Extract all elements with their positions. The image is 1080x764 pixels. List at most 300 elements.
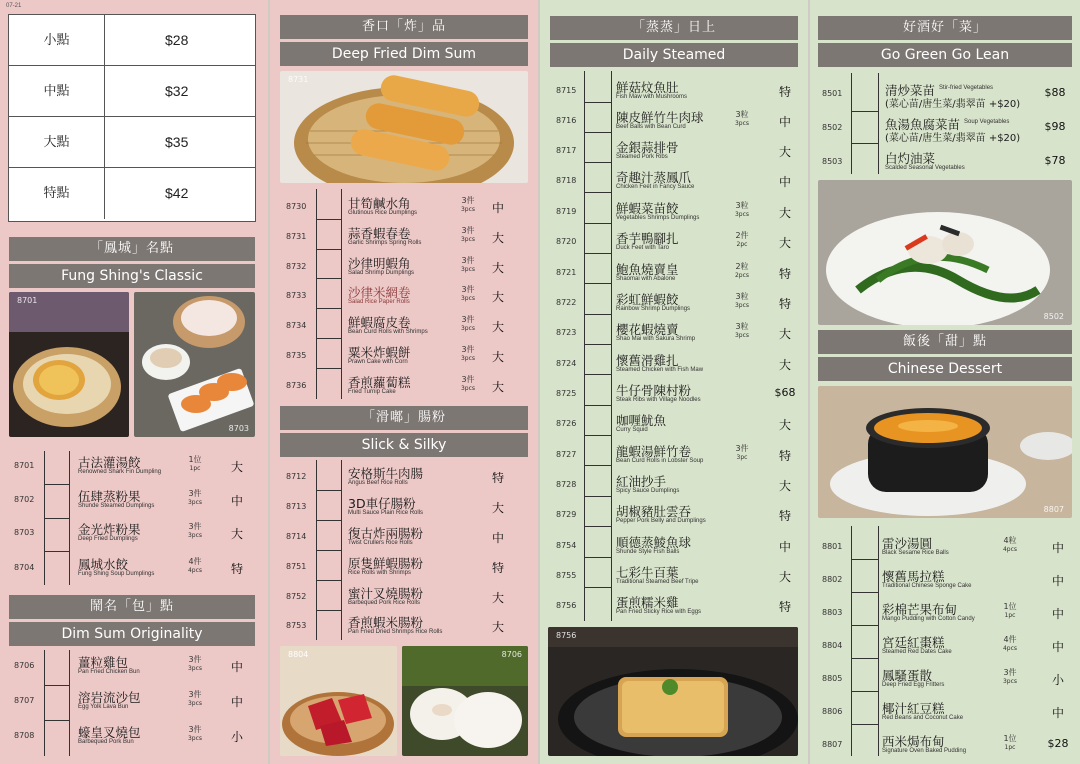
item-name-zh: 魚湯魚腐菜苗 [885, 117, 961, 132]
item-qty-zh: 3件 [461, 315, 475, 324]
item-code: 8728 [556, 480, 577, 489]
item-qty [183, 455, 207, 473]
bamboo-steamer-photo [9, 292, 129, 437]
item-qty-en: 3pcs [187, 665, 203, 672]
item-name-zh: 蠔皇叉燒包 [78, 725, 141, 740]
item-size: 大 [778, 206, 791, 220]
item-name-en: Pan Fried Chicken Bun [78, 669, 140, 675]
item-qty-zh: 3件 [461, 256, 475, 265]
item-name-zh: 彩棉芒果布甸 [882, 602, 958, 617]
item-name-zh: 奇趣汁蒸鳳爪 [616, 170, 692, 185]
menu-item [556, 259, 801, 289]
section-title-en: Dim Sum Originality [9, 622, 255, 646]
item-code: 8707 [14, 696, 35, 705]
item-qty-en: 3pcs [460, 236, 476, 243]
section-title-zh: 「鳳城」名點 [9, 237, 255, 261]
item-code: 8804 [822, 641, 843, 650]
item-qty-zh: 3件 [461, 345, 475, 354]
item-qty-zh: 4粒 [1003, 536, 1017, 545]
price-value: $35 [165, 134, 189, 150]
item-name-en: Prawn Cake with Corn [348, 359, 408, 365]
item-name-zh: 香煎蘿蔔糕 [348, 375, 411, 390]
item-name-en: Scalded Seasonal Vegetables [885, 165, 965, 171]
item-size: 中 [778, 115, 791, 129]
item-size: 中 [1051, 541, 1064, 555]
item-name-en: Shunde Steamed Dumplings [78, 503, 155, 509]
item-name-zh: 蒜香蝦春卷 [348, 226, 411, 241]
item-name-zh: 粟米炸蝦餅 [348, 345, 411, 360]
item-qty-en: 3pc [736, 454, 748, 461]
food-photo [548, 627, 798, 756]
item-name-en: Egg Yolk Lava Bun [78, 704, 129, 710]
item-qty-zh: 3件 [461, 285, 475, 294]
item-size: 大 [778, 327, 791, 341]
item-size: 中 [778, 540, 791, 554]
item-code: 8733 [286, 291, 307, 300]
item-name-zh: 彩虹鮮蝦餃 [616, 292, 679, 307]
item-name-zh: 紅油抄手 [616, 474, 667, 489]
menu-item [556, 592, 801, 622]
menu-item [822, 632, 1072, 662]
item-qty [456, 285, 480, 303]
item-name-en: Renowned Shark Fin Dumpling [78, 469, 162, 475]
item-qty-zh: 3件 [188, 489, 202, 498]
item-size: 特 [491, 561, 504, 575]
item-name-zh: 咖喱魷魚 [616, 413, 667, 428]
menu-item [822, 599, 1072, 629]
item-qty [183, 655, 207, 673]
section-title-en: Chinese Dessert [818, 357, 1072, 381]
item-name-en: Barbequed Pork Rice Rolls [348, 600, 421, 606]
item-qty [456, 375, 480, 393]
item-name-zh: 鮑魚燒賣皇 [616, 262, 679, 277]
item-size: 小 [1051, 673, 1064, 687]
item-size: 中 [230, 660, 243, 674]
item-qty [183, 690, 207, 708]
item-size: 大 [491, 501, 504, 515]
food-photo [280, 646, 397, 756]
item-name-en: Shao Mai with Sakura Shrimp [616, 336, 696, 342]
item-name-zh: 七彩牛百葉 [616, 565, 679, 580]
item-name-en: Fung Shing Soup Dumplings [78, 571, 155, 577]
item-name-zh: 伍肆蒸粉果 [78, 489, 141, 504]
price-label: 大點 [9, 117, 105, 167]
item-name-en: Curry Squid [616, 427, 648, 433]
item-name-zh: 蜜汁叉燒腸粉 [348, 586, 424, 601]
item-qty-en: 3pcs [460, 325, 476, 332]
item-name-en: Angus Beef Rice Rolls [348, 480, 408, 486]
item-name-zh: 薑粒雞包 [78, 655, 129, 670]
menu-item [822, 731, 1072, 761]
item-code: 8806 [822, 707, 843, 716]
item-price: $98 [1044, 120, 1066, 133]
menu-item [14, 519, 259, 549]
item-name-zh: 白灼油菜 [885, 151, 936, 166]
red-dates-cake-photo [280, 646, 397, 756]
item-name-en: Soup Vegetables [964, 119, 1010, 125]
item-qty-en: 3pcs [187, 532, 203, 539]
item-name-zh: 宮廷紅棗糕 [882, 635, 945, 650]
section-title-en: Go Green Go Lean [818, 43, 1072, 67]
item-size: 中 [230, 695, 243, 709]
price-row [9, 66, 255, 117]
item-qty-zh: 2粒 [735, 262, 749, 271]
menu-item [822, 148, 1072, 178]
item-size: 大 [491, 261, 504, 275]
item-name-zh: 沙律米網卷 [348, 285, 411, 300]
item-price: $78 [1044, 154, 1066, 167]
item-qty-en: 3pcs [460, 295, 476, 302]
photo-code: 8502 [1043, 312, 1064, 321]
item-qty-zh: 3件 [188, 522, 202, 531]
item-qty [456, 226, 480, 244]
item-name-zh: 雷沙湯圓 [882, 536, 933, 551]
item-size: 中 [230, 494, 243, 508]
item-qty [730, 292, 754, 310]
item-name-en: Pan Fried Sticky Rice with Eggs [616, 609, 702, 615]
item-code: 8729 [556, 510, 577, 519]
item-code: 8803 [822, 608, 843, 617]
item-name-en: Spicy Sauce Dumplings [616, 488, 680, 494]
menu-item [822, 566, 1072, 596]
item-code: 8726 [556, 419, 577, 428]
menu-item [556, 289, 801, 319]
item-qty-en: 2pcs [734, 272, 750, 279]
menu-item [822, 533, 1072, 563]
food-photo [402, 646, 528, 756]
item-code: 8706 [14, 661, 35, 670]
item-name-en: Salad Shrimp Dumplings [348, 270, 415, 276]
section-title-en: Fung Shing's Classic [9, 264, 255, 288]
item-qty [456, 345, 480, 363]
item-size: 特 [778, 449, 791, 463]
menu-item [286, 193, 531, 223]
item-name-zh: 懷舊滑雞扎 [616, 353, 679, 368]
menu-item [14, 722, 259, 752]
item-name-zh: 沙律明蝦角 [348, 256, 411, 271]
item-name-zh: 甘筍鹹水角 [348, 196, 411, 211]
item-qty [730, 322, 754, 340]
item-name-zh: 鮮蝦菜苗餃 [616, 201, 679, 216]
item-name-zh: 金銀蒜排骨 [616, 140, 679, 155]
menu-item [556, 350, 801, 380]
item-size: 特 [778, 509, 791, 523]
item-size: 大 [491, 380, 504, 394]
item-qty-en: 3pcs [460, 355, 476, 362]
item-qty-zh: 3粒 [735, 322, 749, 331]
item-name-en: Traditional Chinese Sponge Cake [882, 583, 972, 589]
item-code: 8724 [556, 359, 577, 368]
item-name-en: Pepper Pork Belly and Dumplings [616, 518, 706, 524]
item-code: 8503 [822, 157, 843, 166]
photo-code: 8703 [228, 424, 249, 433]
item-name-en: Steak Ribs with Village Noodles [616, 397, 701, 403]
item-qty-zh: 1位 [188, 455, 202, 464]
item-name-en: Stir-fried Vegetables [939, 85, 994, 91]
item-size: 大 [491, 231, 504, 245]
item-code: 8722 [556, 298, 577, 307]
item-qty-en: 4pcs [187, 567, 203, 574]
item-qty-en: 3pcs [460, 266, 476, 273]
item-name-en: Signature Oven Baked Pudding [882, 748, 967, 754]
item-code: 8701 [14, 461, 35, 470]
price-table [8, 14, 256, 222]
item-size: 大 [230, 460, 243, 474]
item-name-en: Pan Fried Dried Shrimps Rice Rolls [348, 629, 443, 635]
item-name-zh: 清炒菜苗 [885, 83, 936, 98]
photo-code: 8756 [556, 631, 577, 640]
item-code: 8712 [286, 472, 307, 481]
price-value: $32 [165, 83, 189, 99]
item-qty [183, 725, 207, 743]
item-size: 特 [778, 297, 791, 311]
item-name-en: Black Sesame Rice Balls [882, 550, 949, 556]
item-qty-en: 3pcs [460, 206, 476, 213]
item-size: 特 [778, 267, 791, 281]
item-qty-zh: 3件 [461, 196, 475, 205]
item-size: 大 [778, 358, 791, 372]
menu-item [556, 562, 801, 592]
item-code: 8720 [556, 237, 577, 246]
item-qty [183, 557, 207, 575]
item-size: 大 [491, 320, 504, 334]
item-code: 8735 [286, 351, 307, 360]
menu-item [14, 554, 259, 584]
menu-item [14, 486, 259, 516]
menu-item [286, 583, 531, 613]
item-name-zh: 鳳城水餃 [78, 557, 129, 572]
section-title-zh: 飯後「甜」點 [818, 330, 1072, 354]
item-size: 中 [491, 531, 504, 545]
item-name-zh: 順德蒸鯪魚球 [616, 535, 692, 550]
item-name-zh: 櫻花蝦燒賣 [616, 322, 679, 337]
menu-item [556, 167, 801, 197]
menu-item [14, 652, 259, 682]
menu-item [556, 441, 801, 471]
price-value: $42 [165, 185, 189, 201]
item-qty [998, 635, 1022, 653]
item-code: 8752 [286, 592, 307, 601]
item-qty-en: 3pcs [734, 120, 750, 127]
item-qty-zh: 3件 [461, 226, 475, 235]
item-qty-en: 4pcs [1002, 645, 1018, 652]
item-qty [456, 196, 480, 214]
item-qty [998, 734, 1022, 752]
item-name-en: Multi Sauce Plain Rice Rolls [348, 510, 424, 516]
item-name-en: Bean Curd Rolls in Lobster Soup [616, 458, 704, 464]
menu-item [822, 665, 1072, 695]
item-name-zh: 懷舊馬拉糕 [882, 569, 945, 584]
price-label: 小點 [9, 15, 105, 65]
item-qty [730, 444, 754, 462]
section-title-zh: 鬧名「包」點 [9, 595, 255, 619]
item-size: 大 [491, 350, 504, 364]
item-code: 8719 [556, 207, 577, 216]
item-size: 中 [1051, 607, 1064, 621]
item-code: 8734 [286, 321, 307, 330]
item-qty [998, 602, 1022, 620]
item-qty-zh: 4件 [188, 557, 202, 566]
item-code: 8704 [14, 563, 35, 572]
item-code: 8805 [822, 674, 843, 683]
menu-item [556, 137, 801, 167]
item-size: 大 [491, 290, 504, 304]
item-qty-en: 4pcs [1002, 546, 1018, 553]
item-qty-en: 3pcs [734, 302, 750, 309]
item-name-zh: 龍蝦湯鮮竹卷 [616, 444, 692, 459]
menu-item [556, 228, 801, 258]
menu-item [556, 77, 801, 107]
menu-item [556, 107, 801, 137]
item-qty [456, 315, 480, 333]
menu-item [556, 198, 801, 228]
item-name-en: Steamed Chicken with Fish Maw [616, 367, 704, 373]
item-code: 8731 [286, 232, 307, 241]
item-name-en: Beef Balls with Bean Curd [616, 124, 686, 130]
item-name-en: Mango Pudding with Cotton Candy [882, 616, 975, 622]
item-code: 8718 [556, 176, 577, 185]
item-qty-en: 3pcs [734, 332, 750, 339]
item-qty-zh: 3件 [461, 375, 475, 384]
item-qty-zh: 3粒 [735, 110, 749, 119]
item-code: 8802 [822, 575, 843, 584]
item-code: 8727 [556, 450, 577, 459]
menu-item [286, 612, 531, 642]
item-size: 中 [1051, 706, 1064, 720]
item-name-zh: 胡椒豬肚雲吞 [616, 504, 692, 519]
item-name-zh: 鳳騷蛋散 [882, 668, 933, 683]
item-price: $68 [774, 386, 796, 399]
item-code: 8732 [286, 262, 307, 271]
item-code: 8723 [556, 328, 577, 337]
item-name-en: Barbequed Pork Bun [78, 739, 134, 745]
item-name-en: Shaomai with Abalone [616, 276, 676, 282]
menu-item [556, 410, 801, 440]
menu-item [822, 114, 1072, 148]
item-name-en: Shunde Style Fish Balls [616, 549, 680, 555]
price-label: 中點 [9, 66, 105, 116]
photo-code: 8701 [17, 296, 38, 305]
item-qty-en: 3pcs [187, 499, 203, 506]
item-size: 大 [778, 418, 791, 432]
item-name-en: Fried Turnip Cake [348, 389, 396, 395]
menu-item [14, 452, 259, 482]
menu-item [286, 372, 531, 402]
item-qty-zh: 3件 [188, 725, 202, 734]
item-code: 8754 [556, 541, 577, 550]
section-title-zh: 香口「炸」品 [280, 15, 528, 39]
price-row [9, 15, 255, 66]
item-name-en: Salad Rice Paper Rolls [348, 299, 410, 305]
item-note: (菜心苗/唐生菜/翡翠苗 +$20) [885, 99, 1021, 110]
item-code: 8714 [286, 532, 307, 541]
item-name-en: Steamed Pork Ribs [616, 154, 668, 160]
menu-item [286, 223, 531, 253]
item-size: 大 [230, 527, 243, 541]
item-qty [730, 231, 754, 249]
item-qty [456, 256, 480, 274]
item-code: 8502 [822, 123, 843, 132]
item-size: 大 [491, 620, 504, 634]
food-photo [9, 292, 129, 437]
food-photo [280, 71, 528, 183]
menu-item [286, 523, 531, 553]
vegetables-photo [818, 180, 1072, 325]
sticky-rice-pan-photo [548, 627, 798, 756]
item-qty-zh: 1位 [1003, 602, 1017, 611]
item-name-zh: 鮮菇炆魚肚 [616, 80, 679, 95]
price-row [9, 117, 255, 168]
item-name-en: Red Beans and Coconut Cake [882, 715, 964, 721]
food-photo [818, 386, 1072, 518]
item-qty-en: 3pcs [734, 211, 750, 218]
menu-item [822, 698, 1072, 728]
item-code: 8751 [286, 562, 307, 571]
item-code: 8713 [286, 502, 307, 511]
photo-code: 8804 [288, 650, 309, 659]
menu-item [286, 253, 531, 283]
price-label: 特點 [9, 168, 105, 219]
section-title-en: Slick & Silky [280, 433, 528, 457]
item-qty-zh: 4件 [1003, 635, 1017, 644]
item-size: 大 [778, 236, 791, 250]
item-code: 8755 [556, 571, 577, 580]
item-price: $88 [1044, 86, 1066, 99]
item-size: 大 [491, 591, 504, 605]
item-code: 8716 [556, 116, 577, 125]
menu-item [556, 532, 801, 562]
item-qty [730, 262, 754, 280]
item-name-en: Chicken Feet in Fancy Sauce [616, 184, 695, 190]
food-photo [134, 292, 255, 437]
item-qty-zh: 3粒 [735, 292, 749, 301]
item-size: 中 [491, 201, 504, 215]
menu-item [286, 493, 531, 523]
page-number: 07-21 [6, 3, 22, 9]
section-title-en: Daily Steamed [550, 43, 798, 67]
item-code: 8708 [14, 731, 35, 740]
item-name-en: Duck Feet with Taro [616, 245, 669, 251]
item-name-zh: 椰汁紅豆糕 [882, 701, 945, 716]
dumplings-photo [134, 292, 255, 437]
item-qty-zh: 3件 [1003, 668, 1017, 677]
panel-fung-shing [0, 0, 268, 764]
item-size: 大 [778, 479, 791, 493]
photo-code: 8731 [288, 75, 309, 84]
item-code: 8715 [556, 86, 577, 95]
item-qty-en: 2pc [736, 241, 748, 248]
item-qty [998, 536, 1022, 554]
menu-item [556, 501, 801, 531]
item-qty [183, 489, 207, 507]
item-code: 8801 [822, 542, 843, 551]
item-name-en: Deep Fried Dumplings [78, 536, 138, 542]
panel-deep-fried [270, 0, 538, 764]
item-code: 8807 [822, 740, 843, 749]
pudding-photo [818, 386, 1072, 518]
item-name-zh: 原隻鮮蝦腸粉 [348, 556, 424, 571]
item-name-zh: 牛仔骨陳村粉 [616, 383, 692, 398]
item-name-zh: 古法灌湯餃 [78, 455, 141, 470]
item-name-en: Vegetables Shrimps Dumplings [616, 215, 700, 221]
item-name-zh: 鮮蝦腐皮卷 [348, 315, 411, 330]
item-name-en: Bean Curd Rolls with Shrimps [348, 329, 428, 335]
item-code: 8702 [14, 495, 35, 504]
item-qty-en: 3pcs [187, 735, 203, 742]
item-code: 8703 [14, 528, 35, 537]
item-name-en: Deep Fried Egg Fritters [882, 682, 945, 688]
item-name-en: Rice Rolls with Shrimps [348, 570, 412, 576]
